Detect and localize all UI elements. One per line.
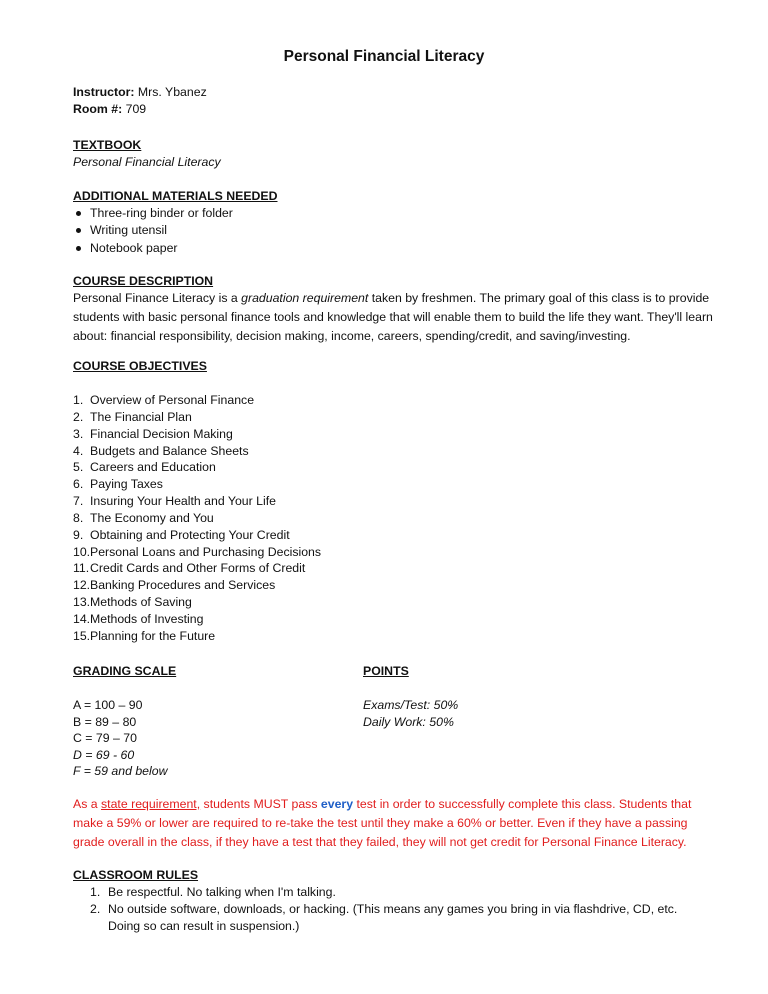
objective-number: 14.: [73, 611, 91, 626]
objective-text: Budgets and Balance Sheets: [90, 443, 249, 458]
description-text-2: taken by freshmen. The primary goal of this class is to provide students with basic personal finance tools and knowledge that will enable them to build the life they want. They'll learn about: financial responsibility, decision making, income, careers, spending/credit, and saving/investing.: [73, 291, 713, 343]
objective-number: 15.: [73, 628, 91, 643]
grade-line: D = 69 - 60: [73, 747, 135, 762]
list-item: [90, 884, 710, 901]
objective-number: 11.: [73, 561, 90, 576]
objective-number: 12.: [73, 578, 91, 593]
list-item: Notebook paper: [73, 240, 713, 257]
room-value: 709: [125, 102, 147, 116]
room-line: [73, 101, 713, 117]
objective-text: Planning for the Future: [90, 628, 216, 643]
list-item: [73, 560, 713, 577]
objective-number: 6.: [73, 477, 84, 492]
rules-list: [90, 884, 710, 935]
objective-text: Credit Cards and Other Forms of Credit: [90, 561, 306, 576]
objective-text: The Financial Plan: [90, 409, 192, 424]
objective-number: 8.: [73, 510, 84, 525]
objective-text: Paying Taxes: [90, 477, 163, 492]
objective-number: 2.: [73, 409, 84, 424]
list-item: [73, 527, 713, 544]
room-label: Room #:: [73, 102, 123, 116]
objectives-heading: COURSE OBJECTIVES: [73, 359, 207, 373]
objective-text: Methods of Investing: [90, 611, 204, 626]
list-item: [73, 594, 713, 611]
list-item: [73, 426, 713, 443]
description-emphasis: graduation requirement: [241, 291, 369, 305]
list-item: Writing utensil: [73, 222, 713, 239]
notice-text: students MUST pass: [200, 797, 321, 811]
instructor-line: [73, 84, 713, 100]
rule-text: Be respectful. No talking when I'm talking.: [108, 885, 336, 899]
objective-text: Financial Decision Making: [90, 426, 233, 441]
grade-line: B = 89 – 80: [73, 714, 137, 729]
list-item: [90, 901, 710, 935]
grade-line: F = 59 and below: [73, 764, 168, 778]
document-title: Personal Financial Literacy: [283, 48, 485, 65]
objectives-list: [73, 392, 713, 645]
list-item: [73, 510, 713, 527]
points-line: Daily Work: 50%: [363, 714, 454, 729]
objective-number: 3.: [73, 426, 84, 441]
materials-heading: ADDITIONAL MATERIALS NEEDED: [73, 189, 278, 203]
objective-number: 4.: [73, 443, 84, 458]
list-item: [73, 611, 713, 628]
list-item: Three-ring binder or folder: [73, 205, 713, 222]
list-item: [73, 459, 713, 476]
objective-text: Personal Loans and Purchasing Decisions: [90, 544, 322, 559]
grade-line: C = 79 – 70: [73, 731, 137, 745]
list-item: [73, 544, 713, 561]
list-item: [73, 409, 713, 426]
objective-number: 5.: [73, 460, 84, 475]
objective-text: Careers and Education: [90, 460, 216, 475]
objective-text: Obtaining and Protecting Your Credit: [90, 527, 290, 542]
objective-number: 7.: [73, 494, 84, 509]
rules-heading: CLASSROOM RULES: [73, 868, 199, 882]
grading-heading: GRADING SCALE: [73, 664, 177, 678]
list-item: [73, 392, 713, 409]
notice-text: As a: [73, 797, 102, 811]
points-breakdown: [363, 697, 613, 730]
grade-line: A = 100 – 90: [73, 698, 143, 712]
objective-number: 9.: [73, 527, 84, 542]
description-paragraph: [73, 289, 713, 346]
objective-text: Methods of Saving: [90, 595, 192, 610]
objective-number: 1.: [73, 393, 84, 407]
list-item: [73, 577, 713, 594]
list-item: [73, 476, 713, 493]
objective-number: 13.: [73, 595, 91, 610]
materials-list: [73, 205, 713, 257]
rule-text: No outside software, downloads, or hacking. (This means any games you bring in via flashdrive, CD, etc. Doing so can result in suspension.): [108, 902, 678, 933]
objective-text: Insuring Your Health and Your Life: [90, 494, 276, 509]
textbook-title: Personal Financial Literacy: [73, 155, 221, 169]
objective-text: Banking Procedures and Services: [90, 578, 276, 593]
notice-emphasis: every: [320, 797, 354, 811]
points-heading: POINTS: [363, 664, 409, 678]
instructor-value: Mrs. Ybanez: [137, 85, 207, 99]
rule-number: 1.: [90, 885, 101, 899]
grading-scale: [73, 697, 323, 780]
description-heading: COURSE DESCRIPTION: [73, 274, 214, 288]
list-item: [73, 493, 713, 510]
instructor-label: Instructor:: [73, 85, 135, 99]
test-requirement-notice: [73, 795, 709, 852]
objective-text: Overview of Personal Finance: [90, 393, 255, 407]
points-line: Exams/Test: 50%: [363, 698, 459, 712]
notice-text: test in order to successfully complete this class. Students that make a 59% or lower are required to re-take the test until they make a 60% or better. Even if they have a passing grade overall in the class, if they have a test that they failed, they will not get credit for Personal Finance Literacy.: [73, 797, 692, 849]
notice-underlined: state requirement,: [101, 797, 201, 811]
list-item: [73, 628, 713, 645]
list-item: [73, 443, 713, 460]
objective-text: The Economy and You: [90, 510, 214, 525]
objective-number: 10.: [73, 544, 91, 559]
textbook-heading: TEXTBOOK: [73, 138, 142, 152]
rule-number: 2.: [90, 902, 101, 916]
description-text-1: Personal Finance Literacy is a: [73, 291, 242, 305]
